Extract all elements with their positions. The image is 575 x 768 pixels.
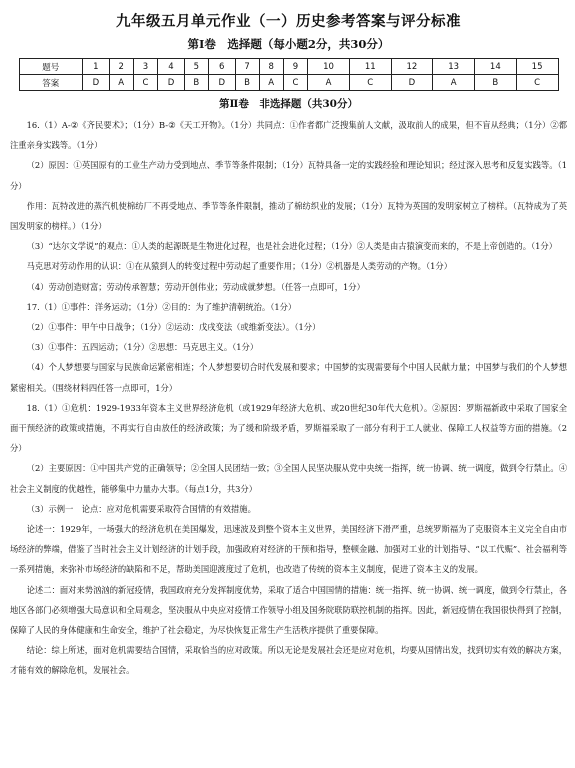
table-cell: 1 — [83, 59, 110, 75]
table-cell: 12 — [391, 59, 433, 75]
question-number-row — [19, 59, 558, 75]
table-cell: A — [109, 75, 133, 91]
table-cell: C — [283, 75, 307, 91]
paragraph: （2）主要原因：①中国共产党的正确领导；②全国人民团结一致；③全国人民坚决服从党中央统一指挥，统一协调、统一调度，做到令行禁止。④社会主义制度的优越性，能够集中力量办大事。（每点1分，共3分） — [10, 463, 567, 494]
paragraph: 论述二：面对来势汹汹的新冠疫情，我国政府充分发挥制度优势，采取了适合中国国情的措施：统一指挥、统一协调、统一调度，做到令行禁止，各地区各部门必须增强大局意识和全局观念，坚决服从中央应对疫情工作领导小组及国务院联防联控机制的指挥。因此，新冠疫情在我国很快得到了控制，保障了人民的身体健康和生命安全，维护了社会稳定，为尽快恢复正常生产生活秩序提供了重要保障。 — [10, 584, 567, 636]
table-cell: D — [83, 75, 110, 91]
section-2-title: 第Ⅱ卷 非选择题（共30分） — [219, 98, 358, 110]
table-cell: 答案 — [19, 75, 83, 91]
paragraph: （3）示例一 论点：应对危机需要采取符合国情的有效措施。 — [26, 503, 256, 514]
table-cell: 题号 — [19, 59, 83, 75]
answer-body — [10, 115, 567, 681]
table-cell: B — [184, 75, 208, 91]
table-cell: B — [235, 75, 259, 91]
paragraph: 论述一：1929年，一场强大的经济危机在美国爆发，迅速波及到整个资本主义世界，美国经济下滑严重，总统罗斯福为了克服资本主义完全自由市场经济的弊端，借鉴了当时社会主义计划经济的计划手段，加强政府对经济的干预和指导，整顿金融、加强对工业的计划指导、“以工代赈”、社会福利等一系列措施，来弥补市场经济的缺陷和不足，帮助美国迎渡度过了危机，也改造了传统的资本主义制度，促进了资本主义的发展。 — [10, 524, 567, 575]
table-cell: 8 — [259, 59, 283, 75]
table-cell: D — [158, 75, 185, 91]
paragraph: 18.（1）①危机：1929-1933年资本主义世界经济危机（或1929年经济大危机、或20世纪30年代大危机）。②原因：罗斯福新政中采取了国家全面干预经济的政策或措施，不再实行自由放任的经济政策；为了缓和阶级矛盾，罗斯福采取了一部分有利于工人就业、保障工人权益等方面的措施。（2分） — [10, 402, 567, 454]
paragraph: 马克思对劳动作用的认识：①在从猿到人的转变过程中劳动起了重要作用；（1分）②机器是人类劳动的产物。（1分） — [26, 261, 452, 272]
answer-row — [19, 75, 558, 91]
table-cell: 13 — [433, 59, 475, 75]
paragraph: （3）“达尔文学说”的观点：①人类的起源既是生物进化过程，也是社会进化过程；（1分）②人类是由古猿演变而来的，不是上帝创造的。（1分） — [26, 241, 558, 252]
paragraph: （4）劳动创造财富；劳动传承智慧；劳动开创伟业；劳动成就梦想。（任答一点即可，1分） — [26, 281, 365, 292]
paragraph: （2）①事件：甲午中日战争；（1分）②运动：戊戌变法（或维新变法）。（1分） — [26, 322, 321, 333]
table-cell: C — [133, 75, 157, 91]
answer-table — [19, 58, 559, 91]
section-1-title: 第Ⅰ卷 选择题（每小题2分，共30分） — [187, 37, 390, 51]
table-cell: 6 — [208, 59, 235, 75]
paragraph: 作用：瓦特改进的蒸汽机使棉纺厂不再受地点、季节等条件限制，推动了棉纺织业的发展；（1分）瓦特为英国的发明家树立了榜样。（瓦特成为了英国发明家的榜样。）（1分） — [10, 200, 567, 232]
paragraph: （2）原因：①英国原有的工业生产动力受到地点、季节等条件限制；（1分）瓦特具备一定的实践经验和理论知识；经过深入思考和反复实践等。（1分） — [10, 160, 567, 191]
table-cell: 14 — [474, 59, 516, 75]
paragraph: 17.（1）①事件：洋务运动；（1分）②目的：为了维护清朝统治。（1分） — [26, 301, 297, 312]
paragraph: 16.（1）A-②《齐民要术》；（1分）B-②《天工开物》。（1分）共同点：①作者都广泛搜集前人文献，汲取前人的成果，但不盲从经典；（1分）②都注重亲身实践等。（1分） — [10, 120, 567, 151]
table-cell: A — [259, 75, 283, 91]
table-cell: 15 — [516, 59, 558, 75]
table-cell: 4 — [158, 59, 185, 75]
table-cell: 3 — [133, 59, 157, 75]
table-cell: A — [308, 75, 350, 91]
table-cell: 5 — [184, 59, 208, 75]
document-title: 九年级五月单元作业（一）历史参考答案与评分标准 — [116, 13, 461, 30]
table-cell: D — [208, 75, 235, 91]
table-cell: 10 — [308, 59, 350, 75]
paragraph: （4）个人梦想要与国家与民族命运紧密相连；个人梦想要切合时代发展和要求；中国梦的实现需要每个中国人民献力量；中国梦与我们的个人梦想紧密相关。（围绕材料四任答一点即可，1分） — [10, 362, 567, 393]
table-cell: C — [349, 75, 391, 91]
table-cell: 9 — [283, 59, 307, 75]
table-cell: 11 — [349, 59, 391, 75]
table-cell: 7 — [235, 59, 259, 75]
paragraph: 结论：综上所述，面对危机需要结合国情，采取恰当的应对政策。所以无论是发展社会还是应对危机，均要从国情出发，找到切实有效的解决方案，才能有效的解除危机，发展社会。 — [10, 645, 567, 676]
table-cell: C — [516, 75, 558, 91]
table-cell: A — [433, 75, 475, 91]
paragraph: （3）①事件：五四运动；（1分）②思想：马克思主义。（1分） — [26, 342, 259, 353]
table-cell: 2 — [109, 59, 133, 75]
table-cell: D — [391, 75, 433, 91]
table-cell: B — [474, 75, 516, 91]
